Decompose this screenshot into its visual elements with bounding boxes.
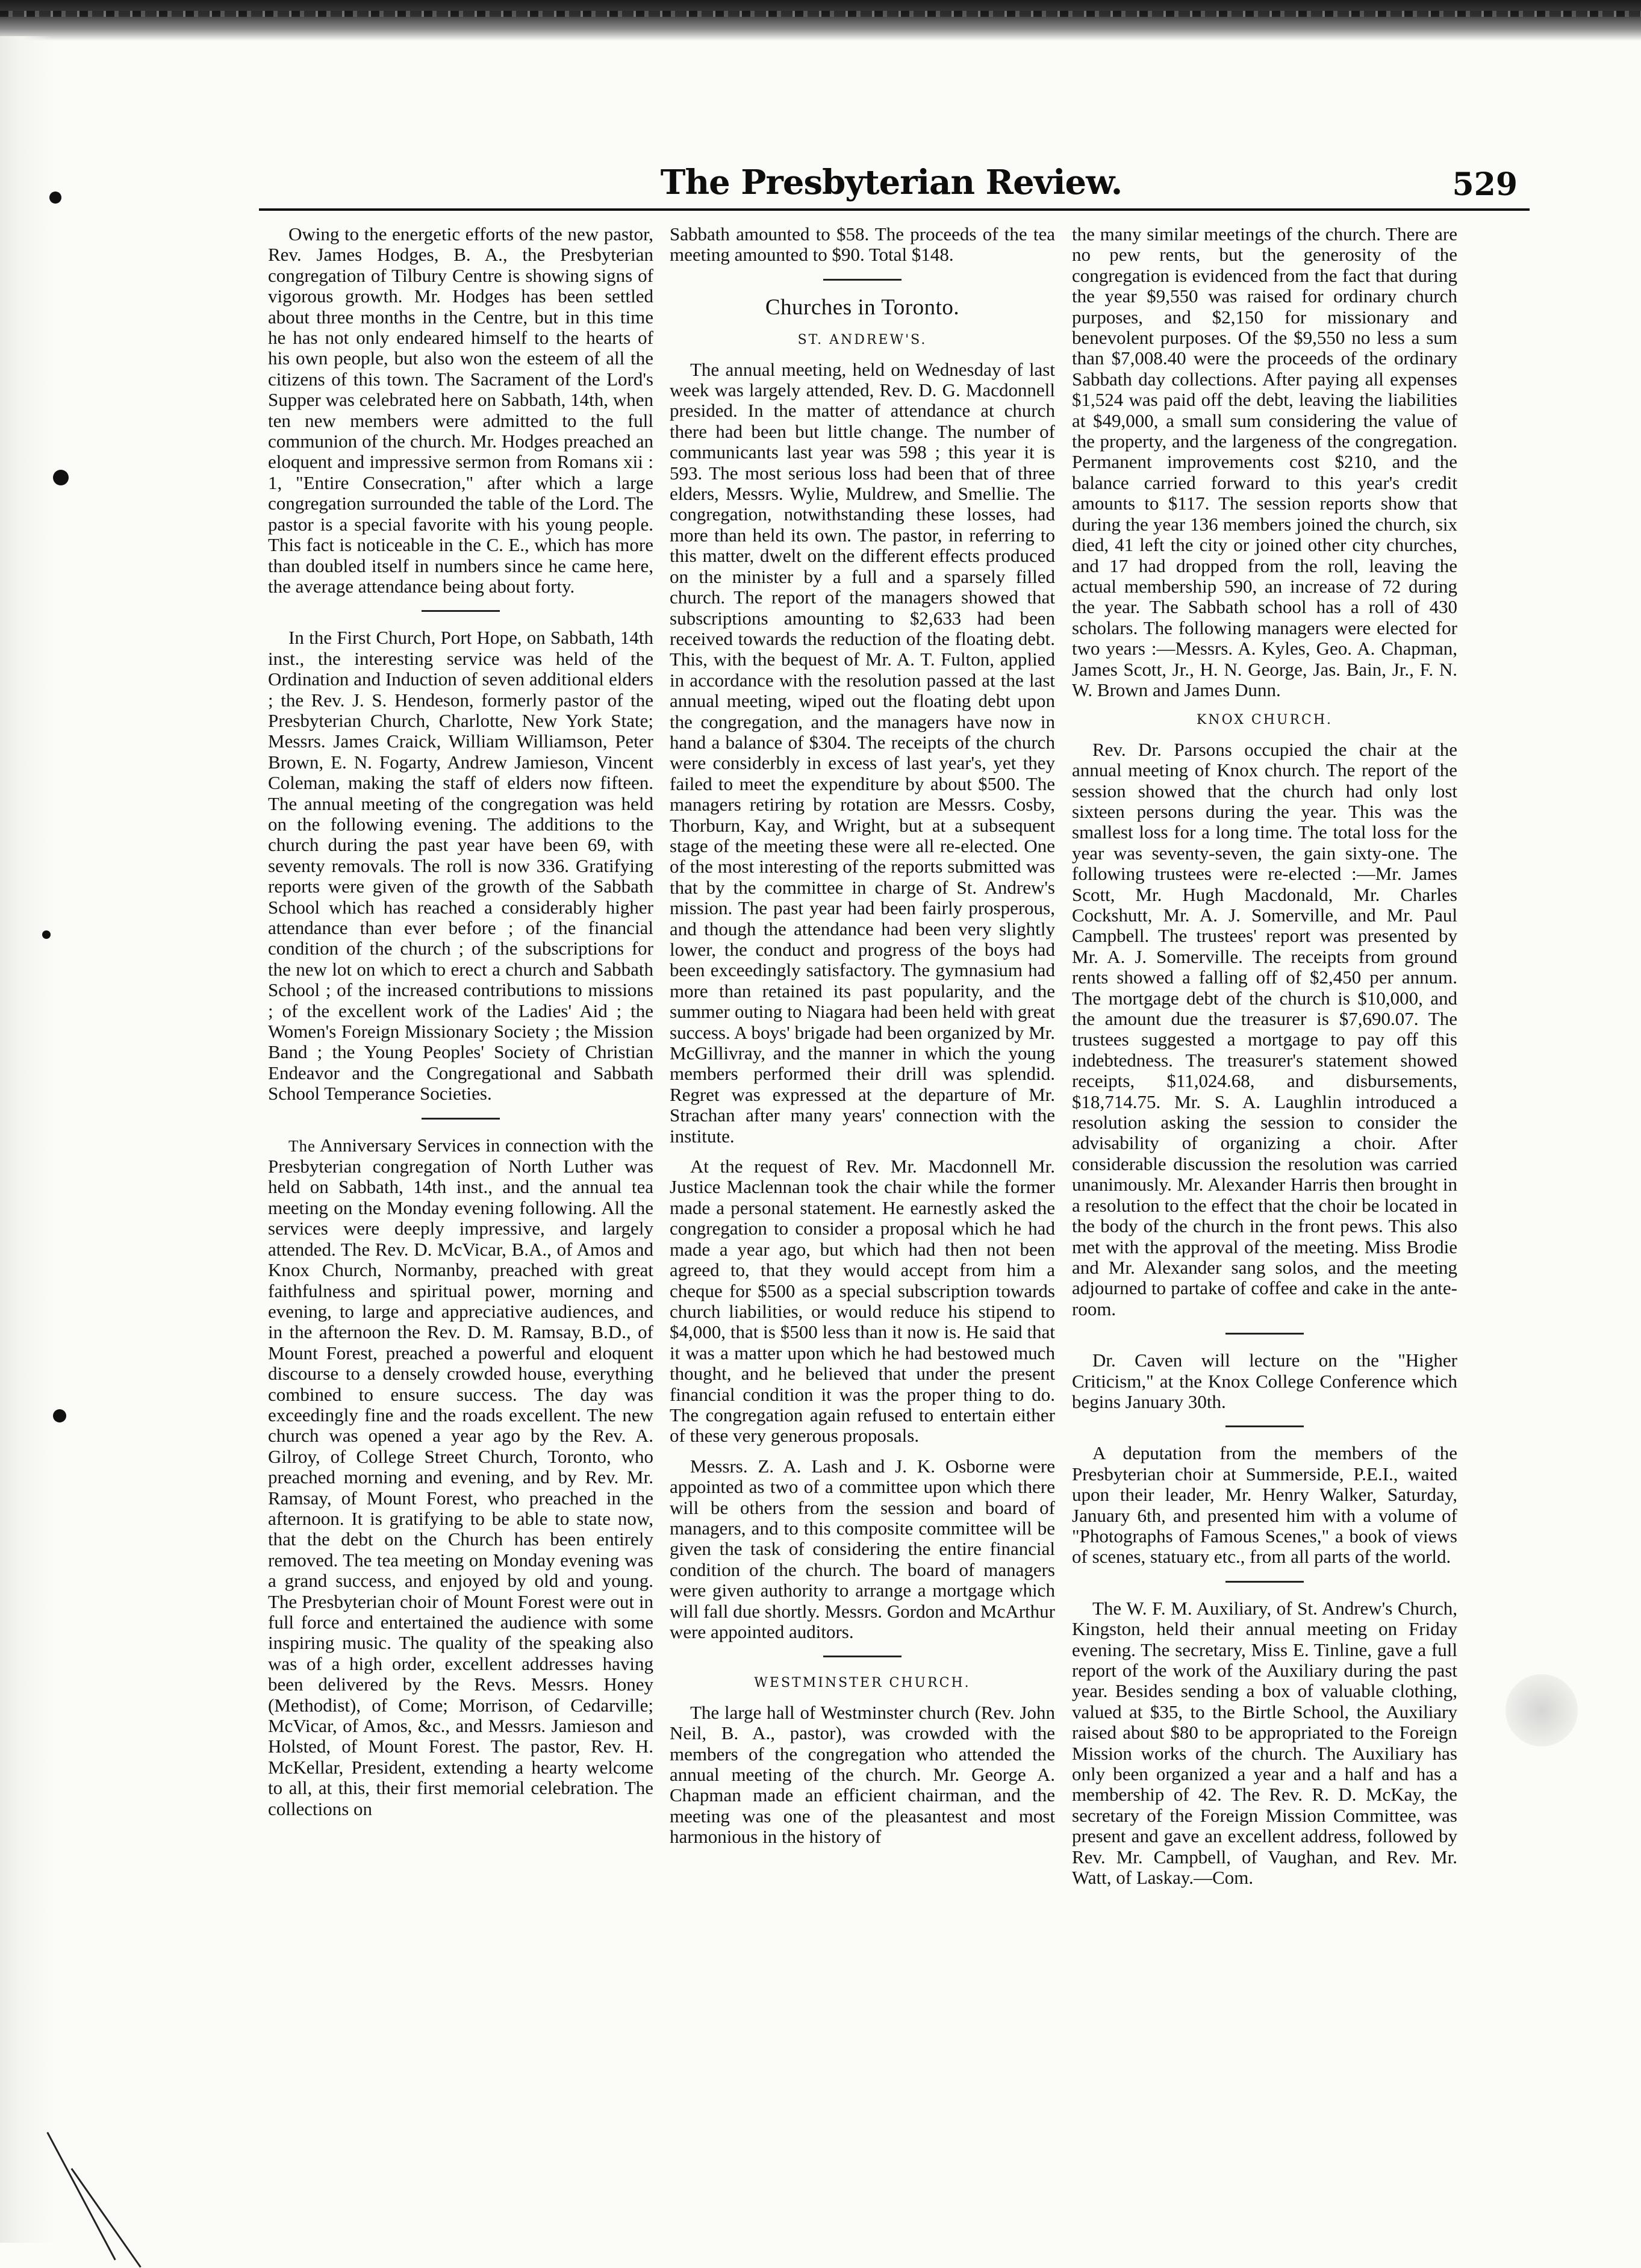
margin-ink-mark — [42, 930, 51, 939]
separator-rule — [1225, 1581, 1304, 1583]
continued-text: Sabbath amounted to $58. The proceeds of the tea meeting amounted to $90. Total $148. — [670, 223, 1055, 266]
continued-text: the many similar meetings of the church. There are no pew rents, but the generosity of the congregation is evidenced from the fact that during the year $9,550 was raised for ordinary church purposes, and $2,150 for missionary and benevolent purposes. Of the $9,550 no less a sum than $7,008.40 were the proceeds of the ordinary Sabbath day collections. After paying all expenses $1,524 was paid off the debt, leaving the liabilities at $49,000, a small sum considering the value of the property, and the largeness of the congregation. Permanent improvements cost $210, and the balance carried forward to this year's credit amounts to $117. The session reports show that during the year 136 members joined the church, six died, 41 left the city or joined other city churches, and 17 had dropped from the roll, leaving the actual membership 590, an increase of 72 during the year. The Sabbath school has a roll of 430 scholars. The following managers were elected for two years :—Messrs. A. Kyles, Geo. A. Chapman, James Scott, Jr., H. N. George, Jas. Bain, Jr., F. N. W. Brown and James Dunn. — [1072, 223, 1457, 700]
page-number: 529 — [1452, 166, 1518, 203]
article-tilbury: Owing to the energetic efforts of the new pastor, Rev. James Hodges, B. A., the Presbyterian congregation of Tilbury Centre is showing signs of vigorous growth. Mr. Hodges has been settled about three months in the Centre, but in this time he has not only endeared himself to the hearts of his own people, but also won the esteem of all the citizens of this town. The Sacrament of the Lord's Supper was celebrated here on Sabbath, 14th, when ten new members were admitted to the full communion of the church. Mr. Hodges preached an eloquent and impressive sermon from Romans xii : 1, "Entire Consecration," after which a large congregation surrounded the table of the Lord. The pastor is a special favorite with his young people. This fact is noticeable in the C. E., which has more than doubled itself in numbers since he came here, the average attendance being about forty. — [268, 223, 653, 597]
page-title: The Presbyterian Review. — [660, 163, 1123, 202]
article-st-andrews-2: At the request of Rev. Mr. Macdonnell Mr. Justice Maclennan took the chair while the former made a personal statement. He earnestly asked the congregation to consider a proposal which he had made a year ago, but which had then not been agreed to, that they would accept from him a cheque for $500 as a special subscription towards church liabilities, or would reduce his stipend to $4,000, that is $500 less than it now is. He said that it was a matter upon which he had bestowed much thought, and he believed that under the present financial condition it was the proper thing to do. The congregation again refused to entertain either of these very generous proposals. — [670, 1156, 1055, 1447]
section-heading: Churches in Toronto. — [765, 294, 960, 320]
margin-ink-mark — [49, 192, 61, 204]
article-port-hope: In the First Church, Port Hope, on Sabbath, 14th inst., the interesting service was held of the Ordination and Induction of seven additional elders ; the Rev. J. S. Hendeson, formerly pastor of the Presbyterian Church, Charlotte, New York State; Messrs. James Craick, William Williamson, Peter Brown, E. N. Fogarty, Andrew Jamieson, Vincent Coleman, making the staff of elders now fifteen. The annual meeting of the congregation was held on the following evening. The additions to the church during the past year have been 69, with seventy removals. The roll is now 336. Gratifying reports were given of the growth of the Sabbath School which has reached a considerably higher attendance than ever before ; of the financial condition of the church ; of the subscriptions for the new lot on which to erect a church and Sabbath School ; of the increased contributions to missions ; of the excellent work of the Ladies' Aid ; the Women's Foreign Missionary Society ; the Mission Band ; the Young Peoples' Society of Christian Endeavor and the Congregational and Sabbath School Temperance Societies. — [268, 627, 653, 1104]
separator-rule — [422, 1118, 500, 1120]
article-north-luther-text: Anniversary Services in connection with the Presbyterian congregation of North Luther was held on Sabbath, 14th inst., and the annual tea meeting on the Monday evening following. All the services were deeply impressive, and largely attended. The Rev. D. McVicar, B.A., of Amos and Knox Church, Normanby, preached with great faithfulness and spiritual power, morning and evening, to large and appreciative audiences, and in the afternoon the Rev. D. M. Ramsay, B.D., of Mount Forest, preached a powerful and eloquent discourse to a densely crowded house, everything combined to ensure success. The day was exceedingly fine and the roads excellent. The new church was opened a year ago by the Rev. A. Gilroy, of College Street Church, Toronto, who preached morning and evening, and by Rev. Mr. Ramsay, of Mount Forest, who preached in the afternoon. It is gratifying to be able to state now, that the debt on the Church has been entirely removed. The tea meeting on Monday evening was a grand success, and enjoyed by old and young. The Presbyterian choir of Mount Forest were out in full force and entertained the audience with some inspiring music. The quality of the speaking also was of a high order, excellent addresses having been delivered by the Revs. Messrs. Honey (Methodist), of Come; Morrison, of Cedarville; McVicar, of Amos, &c., and Messrs. Jamieson and Holsted, of Mount Forest. The pastor, Rev. H. McKellar, President, extending a hearty welcome to all, at this, their first memorial celebration. The collections on — [268, 1134, 653, 1819]
article-st-andrews: The annual meeting, held on Wednesday of last week was largely attended, Rev. D. G. Macdonnell presided. In the matter of attendance at church there had been but little change. The number of communicants last year was 598 ; this year it is 593. The most serious loss had been that of three elders, Messrs. Wylie, Muldrew, and Smellie. The congregation, notwithstanding these losses, had more than held its own. The pastor, in referring to this matter, dwelt on the different effects produced on the minister by a full and a sparsely filled church. The report of the managers showed that subscriptions amounting to $2,633 had been received towards the reduction of the floating debt. This, with the bequest of Mr. A. T. Fulton, applied in accordance with the resolution passed at the last annual meeting, wiped out the floating debt upon the congregation, and the managers have now in hand a balance of $304. The receipts of the church were considerbly in excess of last year's, yet they failed to meet the expenditure by about $500. The managers retiring by rotation are Messrs. Cosby, Thorburn, Kay, and Wright, but at a subsequent stage of the meeting these were all re-elected. One of the most interesting of the reports submitted was that by the committee in charge of St. Andrew's mission. The past year had been fairly prosperous, and though the attendance had been very slightly lower, the conduct and progress of the boys had been exceedingly satisfactory. The gymnasium had more than retained its past popularity, and the summer outing to Niagara had been held with great success. A boys' brigade had been organized by Mr. McGillivray, and the manner in which the young members performed their drill was splendid. Regret was expressed at the departure of Mr. Strachan after many years' connection with the institute. — [670, 358, 1055, 1147]
separator-rule — [422, 610, 500, 612]
article-westminster: The large hall of Westminster church (Rev. John Neil, B. A., pastor), was crowded with the members of the congregation who attended the annual meeting of the church. Mr. George A. Chapman made an efficient chairman, and the meeting was one of the pleasantest and most harmonious in the history of — [670, 1701, 1055, 1848]
column-middle — [670, 224, 1055, 1857]
margin-ink-mark — [53, 1409, 66, 1422]
article-wfm-auxiliary: The W. F. M. Auxiliary, of St. Andrew's Church, Kingston, held their annual meeting on Friday evening. The secretary, Miss E. Tinline, gave a full report of the work of the Auxiliary during the past year. Besides sending a box of valuable clothing, valued at $35, to the Birtle School, the Auxiliary raised about $80 to be appropriated to the Foreign Mission works of the church. The Auxiliary has only been organized a year and a half and has a membership of 42. The Rev. R. D. McKay, the secretary of the Foreign Mission Committee, was present and gave an excellent address, followed by Rev. Mr. Campbell, of Vaughan, and Rev. Mr. Watt, of Laskay.—Com. — [1072, 1597, 1457, 1889]
scan-fold-line — [46, 2132, 116, 2260]
column-right — [1072, 224, 1457, 1898]
article-summerside: A deputation from the members of the Presbyterian choir at Summerside, P.E.I., waited upon their leader, Mr. Henry Walker, Saturday, January 6th, and presented him with a volume of "Photographs of Famous Scenes," a book of views of scenes, statuary etc., from all parts of the world. — [1072, 1442, 1457, 1568]
article-caven-lecture: Dr. Caven will lecture on the "Higher Criticism," at the Knox College Conference which begins January 30th. — [1072, 1350, 1457, 1412]
separator-rule — [1225, 1425, 1304, 1427]
margin-ink-mark — [53, 470, 69, 485]
article-knox: Rev. Dr. Parsons occupied the chair at the annual meeting of Knox church. The report of the session showed that the church had only lost sixteen persons during the year. This was the smallest loss for a long time. The total loss for the year was seventy-seven, the gain sixty-one. The following trustees were re-elected :—Mr. James Scott, Mr. Hugh Macdonald, Mr. Charles Cockshutt, Mr. A. J. Somerville, and Mr. Paul Campbell. The trustees' report was presented by Mr. A. J. Somerville. The receipts from ground rents showed a falling off of $2,450 per annum. The mortgage debt of the church is $10,000, and the amount due the treasurer is $7,690.07. The trustees suggested a mortgage to pay off this indebtedness. The treasurer's statement showed receipts, $11,024.68, and disbursements, $18,714.75. Mr. S. A. Laughlin introduced a resolution asking the session to consider the advisability of organizing a choir. After considerable discussion the resolution was carried unanimously. Mr. Alexander Harris then brought in a resolution to the effect that the choir be located in the body of the church in the front pews. This also met with the approval of the meeting. Miss Brodie and Mr. Alexander sang solos, and the meeting adjourned to partake of coffee and cake in the ante-room. — [1072, 738, 1457, 1319]
subheading-knox: KNOX CHURCH. — [1196, 712, 1333, 728]
column-left — [268, 224, 653, 1829]
subheading-st-andrews: ST. ANDREW'S. — [797, 332, 927, 348]
separator-rule — [823, 1656, 901, 1657]
ink-smudge — [1506, 1674, 1578, 1746]
subheading-westminster: WESTMINSTER CHURCH. — [754, 1675, 971, 1691]
lead-in-smallcaps: The — [288, 1136, 316, 1155]
article-north-luther — [268, 1135, 653, 1819]
scan-left-margin — [0, 36, 54, 2243]
separator-rule — [1225, 1333, 1304, 1335]
header-rule — [259, 208, 1530, 211]
separator-rule — [823, 279, 901, 281]
scan-fold-line — [71, 2168, 142, 2268]
scan-top-border — [0, 0, 1641, 41]
article-st-andrews-3: Messrs. Z. A. Lash and J. K. Osborne were appointed as two of a committee upon which there will be others from the session and board of managers, and to this composite committee will be given the task of considering the entire financial condition of the church. The board of managers were given authority to arrange a mortgage which will fall due shortly. Messrs. Gordon and McArthur were appointed auditors. — [670, 1455, 1055, 1642]
